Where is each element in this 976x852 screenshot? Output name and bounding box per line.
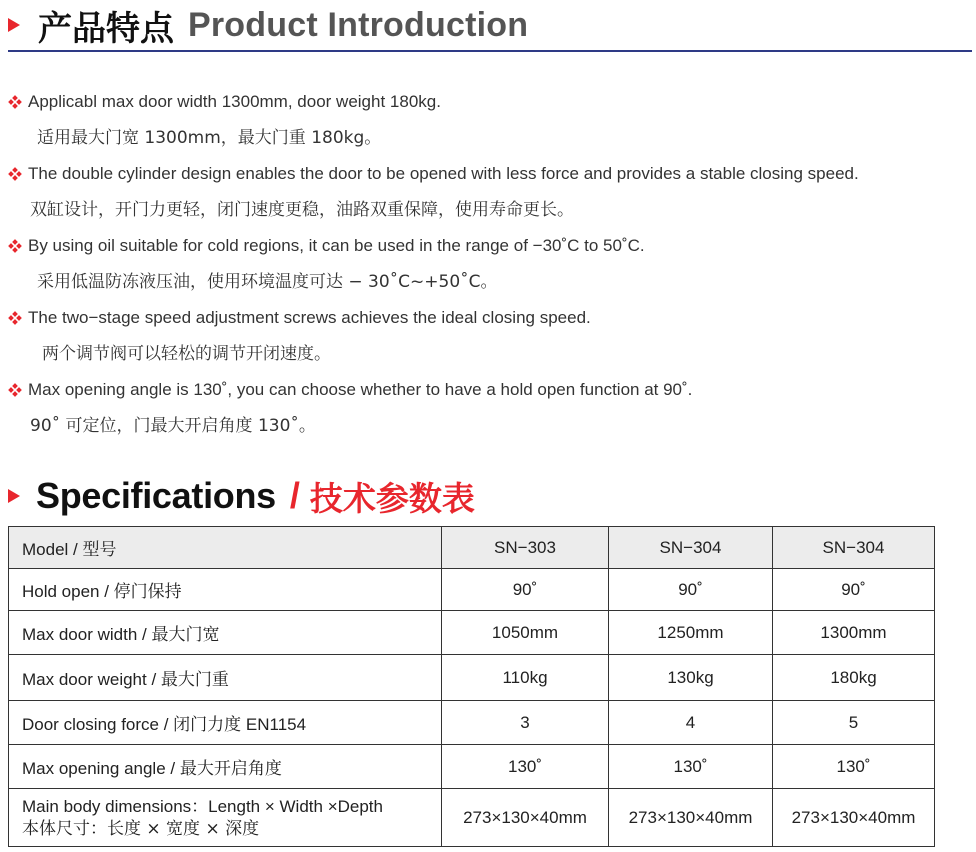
specs-title-en: Specifications	[36, 475, 276, 516]
value-cell: 180kg	[773, 655, 935, 701]
triangle-bullet-icon	[8, 18, 20, 32]
row-label-cell: Hold open / 停门保持	[9, 569, 442, 611]
product-introduction-heading	[8, 2, 528, 48]
heading-title-en: Product Introduction	[188, 5, 529, 44]
value-cell: 130˚	[442, 745, 609, 789]
value-cell: 273×130×40mm	[442, 789, 609, 847]
table-header-row	[9, 527, 935, 569]
table-row	[9, 655, 935, 701]
value-cell: 130kg	[609, 655, 773, 701]
diamond-bullet-icon	[9, 384, 21, 396]
feature-text-en: Applicabl max door width 1300mm, door weight 180kg.	[28, 92, 441, 111]
table-row	[9, 701, 935, 745]
header-label-cell: Model / 型号	[9, 527, 442, 569]
table-row	[9, 789, 935, 847]
value-cell: 1300mm	[773, 611, 935, 655]
model-cell: SN−304	[773, 527, 935, 569]
value-cell: 4	[609, 701, 773, 745]
value-cell: 90˚	[442, 569, 609, 611]
feature-item-en	[8, 84, 972, 120]
value-cell: 3	[442, 701, 609, 745]
feature-item-en	[8, 228, 972, 264]
specifications-table	[8, 526, 935, 847]
row-label-cell	[9, 789, 442, 847]
diamond-bullet-icon	[9, 96, 21, 108]
specs-title-separator: /	[289, 475, 300, 516]
feature-text-cn: 适用最大门宽 1300mm，最大门重 180kg。	[37, 128, 382, 148]
feature-text-cn: 两个调节阀可以轻松的调节开闭速度。	[42, 344, 331, 364]
triangle-bullet-icon	[8, 489, 20, 503]
value-cell: 130˚	[609, 745, 773, 789]
feature-list	[8, 84, 972, 444]
table-row	[9, 569, 935, 611]
feature-item-en	[8, 300, 972, 336]
row-label-cell: Max door weight / 最大门重	[9, 655, 442, 701]
feature-text-en: The two−stage speed adjustment screws achieves the ideal closing speed.	[28, 308, 591, 327]
feature-text-cn: 90˚ 可定位，门最大开启角度 130˚。	[30, 416, 316, 436]
value-cell: 90˚	[609, 569, 773, 611]
specifications-heading	[8, 472, 475, 520]
dimensions-label-cn: 本体尺寸：长度 × 宽度 × 深度	[22, 818, 260, 839]
feature-item-en	[8, 156, 972, 192]
diamond-bullet-icon	[9, 240, 21, 252]
row-label-cell: Door closing force / 闭门力度 EN1154	[9, 701, 442, 745]
value-cell: 273×130×40mm	[773, 789, 935, 847]
heading-title-cn: 产品特点	[38, 8, 174, 49]
value-cell: 5	[773, 701, 935, 745]
table-row	[9, 745, 935, 789]
feature-item-en	[8, 372, 972, 408]
value-cell: 1050mm	[442, 611, 609, 655]
value-cell: 1250mm	[609, 611, 773, 655]
value-cell: 90˚	[773, 569, 935, 611]
value-cell: 110kg	[442, 655, 609, 701]
model-cell: SN−303	[442, 527, 609, 569]
model-cell: SN−304	[609, 527, 773, 569]
feature-text-en: The double cylinder design enables the door to be opened with less force and provides a stable closing speed.	[28, 164, 859, 183]
value-cell: 273×130×40mm	[609, 789, 773, 847]
diamond-bullet-icon	[9, 312, 21, 324]
diamond-bullet-icon	[9, 168, 21, 180]
value-cell: 130˚	[773, 745, 935, 789]
heading-underline	[8, 50, 972, 52]
row-label-cell: Max door width / 最大门宽	[9, 611, 442, 655]
dimensions-label-en: Main body dimensions：Length × Width ×Depth	[22, 796, 383, 816]
feature-text-cn: 采用低温防冻液压油，使用环境温度可达 − 30˚C~+50˚C。	[37, 272, 498, 292]
specs-title-cn: 技术参数表	[309, 478, 475, 518]
row-label-cell: Max opening angle / 最大开启角度	[9, 745, 442, 789]
feature-text-en: By using oil suitable for cold regions, it can be used in the range of −30˚C to 50˚C.	[28, 236, 645, 255]
feature-text-cn: 双缸设计，开门力更轻，闭门速度更稳，油路双重保障，使用寿命更长。	[30, 200, 574, 220]
feature-text-en: Max opening angle is 130˚, you can choose whether to have a hold open function at 90˚.	[28, 380, 693, 399]
table-row	[9, 611, 935, 655]
